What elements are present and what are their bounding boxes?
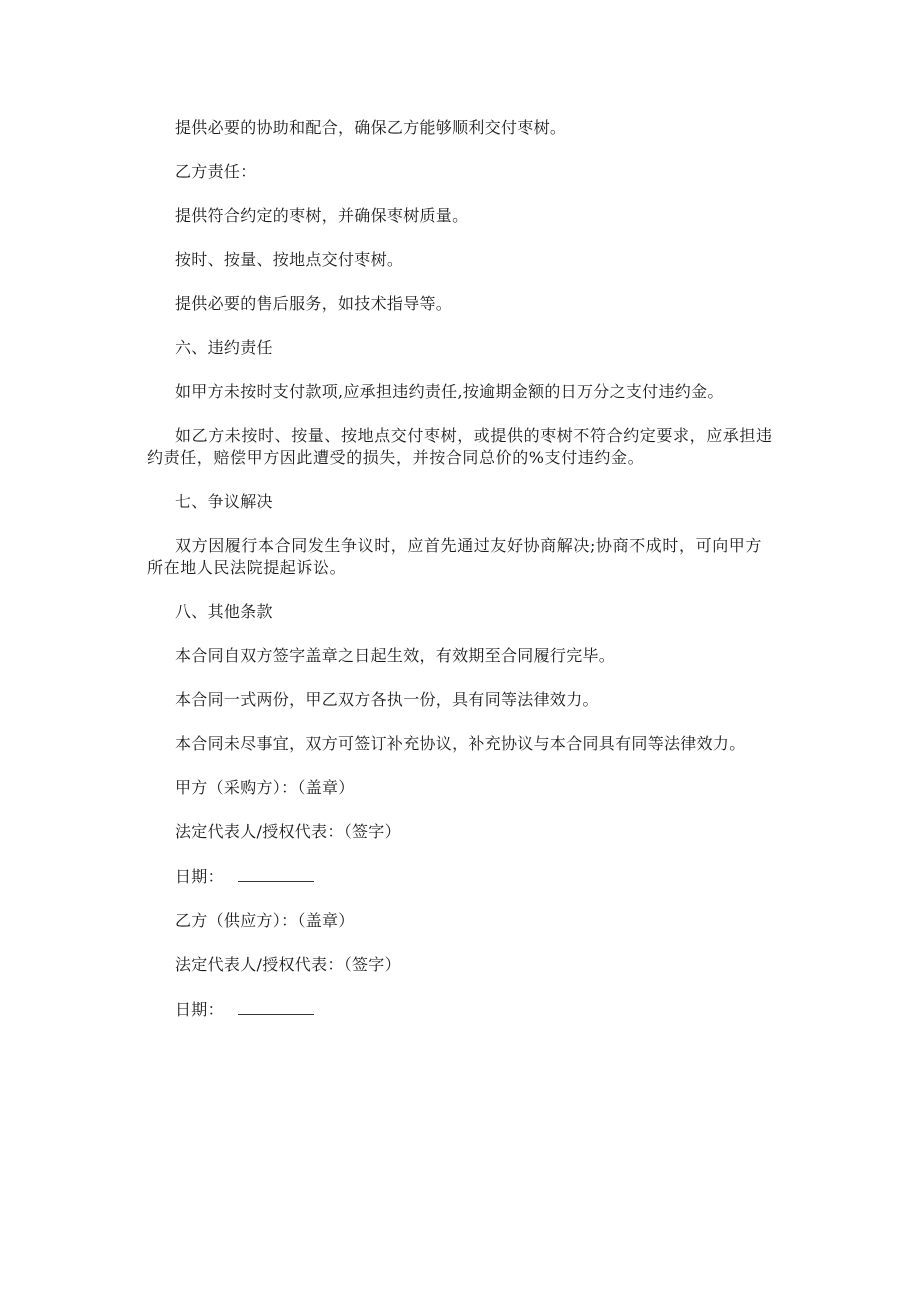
paragraph-line: 所在地人民法院提起诉讼。 — [147, 558, 347, 577]
document-body — [147, 117, 775, 1043]
paragraph-line: 约责任，赔偿甲方因此遭受的损失，并按合同总价的%支付违约金。 — [147, 448, 645, 467]
paragraph-delivery: 按时、按量、按地点交付枣树。 — [175, 250, 404, 269]
paragraph-breach-party-b — [147, 425, 775, 469]
date-label: 日期： — [175, 1000, 224, 1019]
section-heading-dispute: 七、争议解决 — [175, 492, 273, 511]
paragraph-copies: 本合同一式两份，甲乙双方各执一份，具有同等法律效力。 — [175, 690, 599, 709]
paragraph-line: 如乙方未按时、按量、按地点交付枣树，或提供的枣树不符合约定要求，应承担违 — [175, 426, 773, 445]
paragraph-effective: 本合同自双方签字盖章之日起生效，有效期至合同履行完毕。 — [175, 646, 616, 665]
paragraph-after-sales: 提供必要的售后服务，如技术指导等。 — [175, 294, 453, 313]
date-label: 日期： — [175, 867, 224, 886]
heading-party-b-duties: 乙方责任： — [175, 162, 257, 181]
paragraph-dispute — [147, 535, 775, 579]
date-blank-line — [238, 865, 314, 882]
paragraph-cooperation: 提供必要的协助和配合，确保乙方能够顺利交付枣树。 — [175, 118, 567, 137]
signature-party-b-rep: 法定代表人/授权代表：（签字） — [175, 955, 401, 974]
signature-party-b-date — [175, 998, 775, 1021]
date-blank-line — [238, 998, 314, 1015]
section-heading-breach: 六、违约责任 — [175, 338, 273, 357]
signature-party-a-rep: 法定代表人/授权代表：（签字） — [175, 822, 401, 841]
paragraph-line: 双方因履行本合同发生争议时，应首先通过友好协商解决;协商不成时，可向甲方 — [175, 536, 762, 555]
signature-party-a: 甲方（采购方）：（盖章） — [175, 778, 355, 797]
paragraph-supplement: 本合同未尽事宜，双方可签订补充协议，补充协议与本合同具有同等法律效力。 — [175, 734, 746, 753]
signature-party-a-date — [175, 865, 775, 888]
section-heading-other: 八、其他条款 — [175, 602, 273, 621]
signature-party-b: 乙方（供应方）：（盖章） — [175, 911, 355, 930]
paragraph-breach-party-a: 如甲方未按时支付款项,应承担违约责任,按逾期金额的日万分之支付违约金。 — [175, 382, 724, 401]
paragraph-quality: 提供符合约定的枣树，并确保枣树质量。 — [175, 206, 469, 225]
